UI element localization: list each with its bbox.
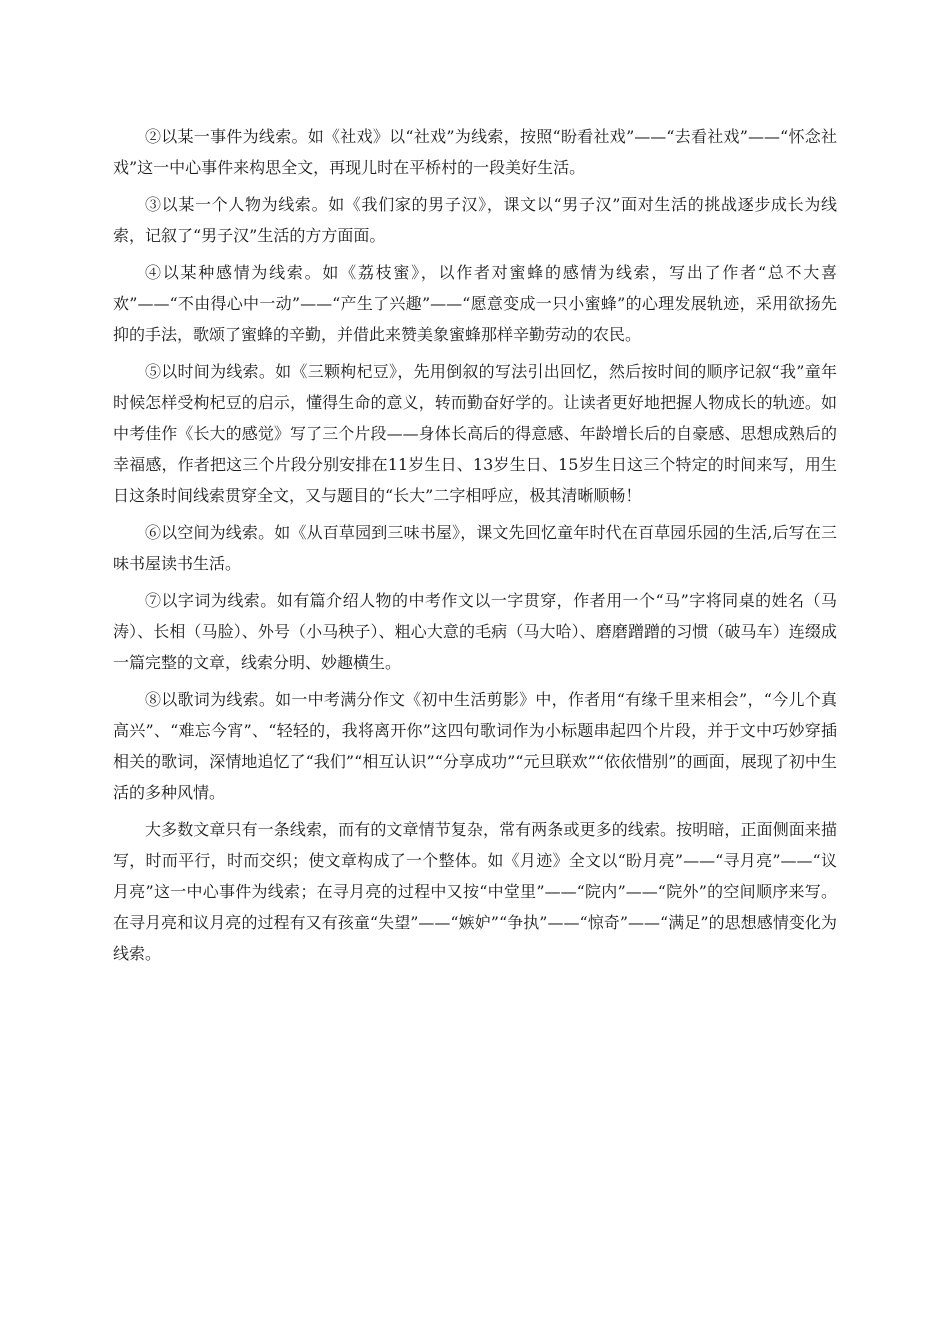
paragraph-time-clue: ⑤以时间为线索。如《三颗枸杞豆》，先用倒叙的写法引出回忆，然后按时间的顺序记叙“我”童年时候怎样受枸杞豆的启示，懂得生命的意义，转而勤奋好学的。让读者更好地把握人物成长的轨迹。如中考佳作《长大的感觉》写了三个片段——身体长高后的得意感、年龄增长后的自豪感、思想成熟后的幸福感，作者把这三个片段分别安排在11岁生日、13岁生日、15岁生日这三个特定的时间来写，用生日这条时间线索贯穿全文，又与题目的“长大”二字相呼应，极其清晰顺畅！ [113, 362, 837, 505]
paragraph-space-clue: ⑥以空间为线索。如《从百草园到三味书屋》，课文先回忆童年时代在百草园乐园的生活,后写在三味书屋读书生活。 [113, 523, 837, 573]
document-body [113, 121, 837, 975]
paragraph-event-clue: ②以某一事件为线索。如《社戏》以“社戏”为线索，按照“盼看社戏”——“去看社戏”——“怀念社戏”这一中心事件来构思全文，再现儿时在平桥村的一段美好生活。 [113, 127, 837, 177]
paragraph-word-clue: ⑦以字词为线索。如有篇介绍人物的中考作文以一字贯穿，作者用一个“马”字将同桌的姓名（马涛）、长相（马脸）、外号（小马秧子）、粗心大意的毛病（马大哈）、磨磨蹭蹭的习惯（破马车）连缀成一篇完整的文章，线索分明、妙趣横生。 [113, 591, 837, 672]
paragraph-lyrics-clue: ⑧以歌词为线索。如一中考满分作文《初中生活剪影》中，作者用“有缘千里来相会”，“今儿个真高兴”、“难忘今宵”、“轻轻的，我将离开你”这四句歌词作为小标题串起四个片段，并于文中巧妙穿插相关的歌词，深情地追忆了“我们”“相互认识”“分享成功”“元旦联欢”“依依惜别”的画面，展现了初中生活的多种风情。 [113, 690, 837, 802]
paragraph-multiple-clues: 大多数文章只有一条线索，而有的文章情节复杂，常有两条或更多的线索。按明暗，正面侧面来描写，时而平行，时而交织；使文章构成了一个整体。如《月迹》全文以“盼月亮”——“寻月亮”——“议月亮”这一中心事件为线索；在寻月亮的过程中又按“中堂里”——“院内”——“院外”的空间顺序来写。在寻月亮和议月亮的过程有又有孩童“失望”——“嫉妒”“争执”——“惊奇”——“满足”的思想感情变化为线索。 [113, 820, 837, 963]
paragraph-emotion-clue: ④以某种感情为线索。如《荔枝蜜》，以作者对蜜蜂的感情为线索，写出了作者“总不大喜欢”——“不由得心中一动”——“产生了兴趣”——“愿意变成一只小蜜蜂”的心理发展轨迹，采用欲扬先抑的手法，歌颂了蜜蜂的辛勤，并借此来赞美象蜜蜂那样辛勤劳动的农民。 [113, 263, 837, 344]
paragraph-person-clue: ③以某一个人物为线索。如《我们家的男子汉》，课文以“男子汉”面对生活的挑战逐步成长为线索，记叙了“男子汉”生活的方方面面。 [113, 195, 837, 245]
